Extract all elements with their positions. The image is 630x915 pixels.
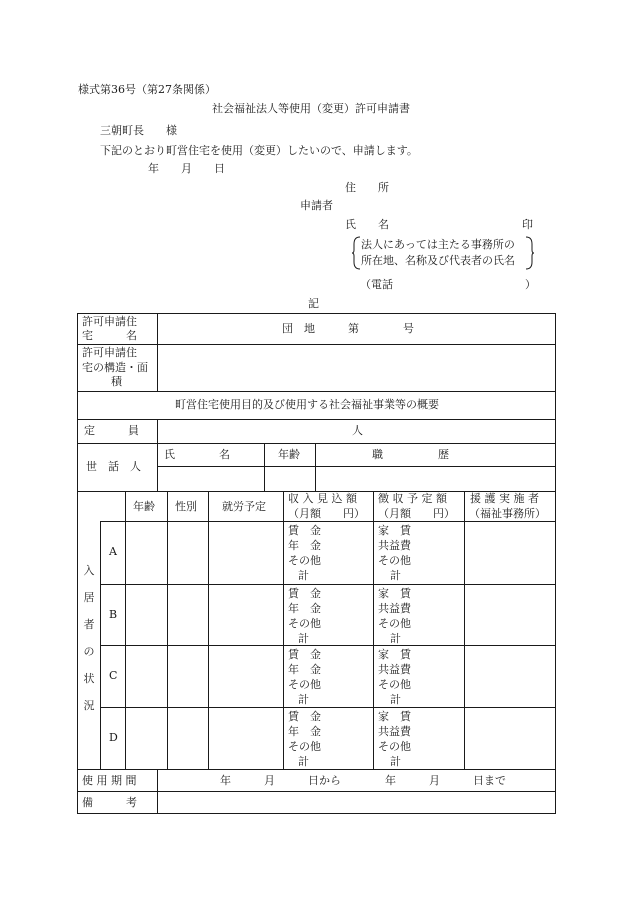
housing-complex-field[interactable]: 団 地 第 号 (282, 322, 414, 335)
col-income-header-line1: 収 入 見 込 額 (288, 492, 357, 505)
fee-item: その他 (378, 678, 411, 691)
resident-row-letter: B (109, 608, 118, 621)
record-mark: 記 (308, 297, 319, 310)
income-item: その他 (288, 554, 321, 567)
caretaker-career-header: 職 歴 (372, 448, 449, 461)
income-item: 年 金 (288, 539, 321, 552)
address-label: 住 所 (345, 181, 389, 194)
fee-item: 計 (390, 755, 401, 768)
income-item: 年 金 (288, 725, 321, 738)
col-age-header: 年齢 (133, 500, 155, 513)
col-gender-header: 性別 (175, 500, 197, 513)
caretaker-age-header: 年齢 (278, 448, 300, 461)
resident-row-letter: A (109, 545, 117, 558)
intro-text: 下記のとおり町営住宅を使用（変更）したいので、申請します。 (100, 144, 418, 157)
fee-item: 家 賃 (378, 710, 411, 723)
residents-label-char: 者 (83, 618, 95, 631)
income-item: 計 (298, 632, 309, 645)
addressee: 三朝町長 様 (100, 124, 177, 137)
income-item: 年 金 (288, 663, 321, 676)
phone-line: （電話 ） (360, 278, 536, 291)
residents-status-label (80, 563, 98, 725)
income-item: 賃 金 (288, 587, 321, 600)
fee-item: 家 賃 (378, 587, 411, 600)
col-work-header: 就労予定 (222, 500, 266, 513)
fee-item: 共益費 (378, 663, 411, 676)
usage-period-field[interactable]: 年 月 日から 年 月 日まで (220, 774, 506, 787)
structure-area-label-line2: 宅の構造・面 (82, 361, 148, 374)
structure-area-label-line1: 許可申請住 (82, 346, 137, 359)
fee-item: 家 賃 (378, 648, 411, 661)
residents-label-char: 入 (83, 564, 95, 577)
residents-label-char: 況 (83, 699, 95, 712)
col-fee-header-line2: （月額 円） (378, 507, 455, 520)
fee-item: その他 (378, 617, 411, 630)
permit-housing-label-line1: 許可申請住 (82, 315, 137, 328)
applicant-label: 申請者 (300, 199, 333, 212)
income-item: 計 (298, 755, 309, 768)
fee-item: その他 (378, 554, 411, 567)
income-item: 計 (298, 693, 309, 706)
income-item: その他 (288, 740, 321, 753)
capacity-label: 定 員 (84, 424, 139, 437)
income-item: 賃 金 (288, 648, 321, 661)
fee-item: 家 賃 (378, 524, 411, 537)
seal-mark: 印 (522, 218, 533, 231)
fee-item: その他 (378, 740, 411, 753)
usage-purpose-overview: 町営住宅使用目的及び使用する社会福祉事業等の概要 (175, 398, 439, 411)
permit-housing-label-line2: 宅 名 (82, 329, 137, 342)
structure-area-label-line3: 積 (111, 375, 122, 388)
fee-item: 共益費 (378, 725, 411, 738)
income-item: その他 (288, 617, 321, 630)
col-fee-header-line1: 徴 収 予 定 額 (378, 492, 447, 505)
remarks-field[interactable] (160, 794, 552, 811)
corporation-note-line1: 法人にあっては主たる事務所の (361, 238, 515, 251)
residents-label-char: 状 (83, 672, 95, 685)
fee-item: 計 (390, 632, 401, 645)
income-item: 賃 金 (288, 710, 321, 723)
fee-item: 計 (390, 569, 401, 582)
col-support-header-line2: （福祉事務所） (469, 507, 546, 520)
usage-period-label: 使 用 期 間 (82, 774, 137, 787)
date-line: 年 月 日 (148, 162, 225, 175)
remarks-label: 備 考 (82, 796, 137, 809)
income-item: その他 (288, 678, 321, 691)
corporation-note-line2: 所在地、名称及び代表者の氏名 (361, 254, 515, 267)
resident-row-letter: D (109, 731, 118, 744)
fee-item: 計 (390, 693, 401, 706)
col-income-header-line2: （月額 円） (288, 507, 365, 520)
capacity-unit: 人 (352, 424, 363, 437)
caretaker-label: 世 話 人 (86, 460, 141, 473)
residents-label-char: の (83, 645, 95, 658)
name-label: 氏 名 (345, 218, 389, 231)
col-support-header-line1: 援 護 実 施 者 (470, 492, 539, 505)
form-number: 様式第36号（第27条関係） (78, 83, 216, 96)
document-title: 社会福祉法人等使用（変更）許可申請書 (212, 102, 410, 115)
income-item: 賃 金 (288, 524, 321, 537)
fee-item: 共益費 (378, 602, 411, 615)
residents-label-char: 居 (83, 591, 95, 604)
caretaker-name-header: 氏 名 (164, 448, 230, 461)
fee-item: 共益費 (378, 539, 411, 552)
resident-row-letter: C (109, 669, 118, 682)
income-item: 計 (298, 569, 309, 582)
income-item: 年 金 (288, 602, 321, 615)
